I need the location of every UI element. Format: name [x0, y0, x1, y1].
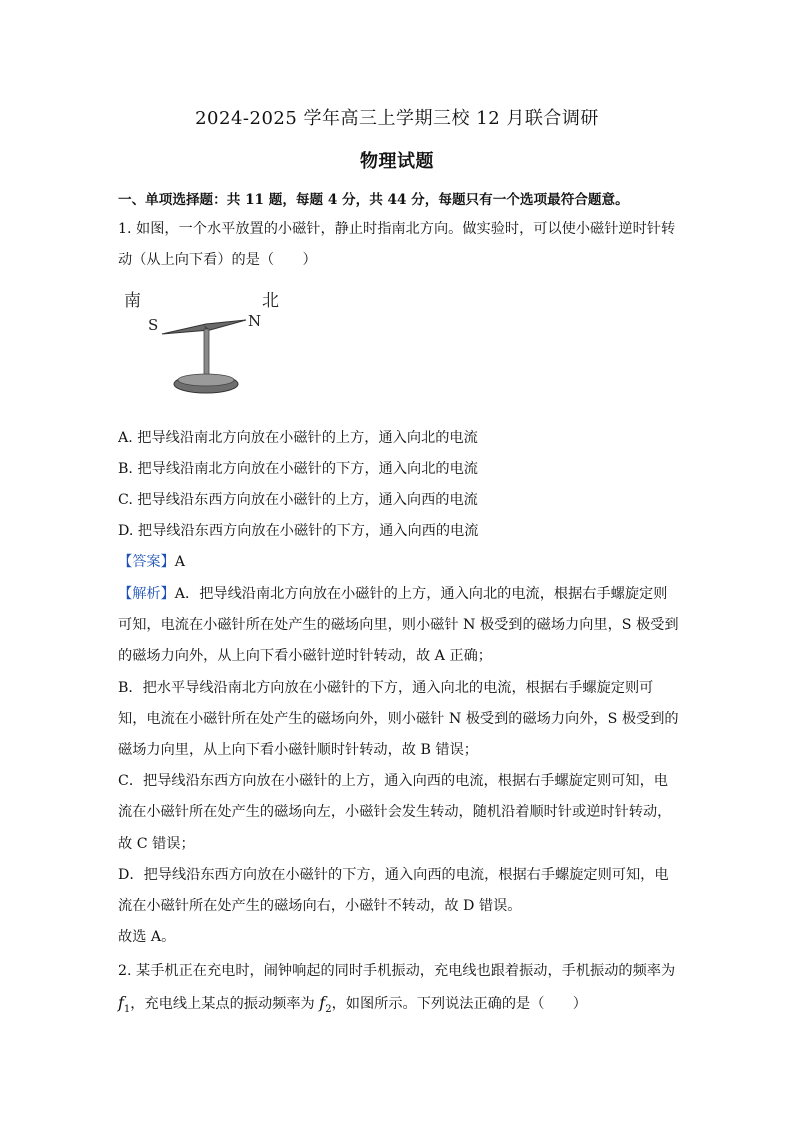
q1-analysis-line: 故选 A。: [118, 929, 176, 945]
q1-option-b: B. 把导线沿南北方向放在小磁针的下方，通入向北的电流: [118, 461, 478, 477]
q1-option-c: C. 把导线沿东西方向放在小磁针的上方，通入向西的电流: [118, 492, 478, 508]
figure-label-north: 北: [262, 291, 279, 311]
section-heading: 一、单项选择题：共 11 题，每题 4 分，共 44 分，每题只有一个选项最符合题意。: [118, 192, 629, 208]
q1-analysis-line: D．把导线沿东西方向放在小磁针的下方，通入向西的电流，根据右手螺旋定则可知，电: [118, 867, 669, 883]
figure-pole-s: S: [148, 316, 159, 334]
q1-stem-line1: 1. 如图，一个水平放置的小磁针，静止时指南北方向。做实验时，可以使小磁针逆时针转: [118, 221, 676, 237]
analysis-text: A．把导线沿南北方向放在小磁针的上方，通入向北的电流，根据右手螺旋定则: [174, 586, 668, 602]
answer-tag: 【答案】: [118, 554, 175, 570]
q1-analysis-line: 流在小磁针所在处产生的磁场向右，小磁针不转动，故 D 错误。: [118, 898, 522, 914]
stand-rod-icon: [204, 329, 209, 377]
q1-analysis-line: B．把水平导线沿南北方向放在小磁针的下方，通入向北的电流，根据右手螺旋定则可: [118, 680, 654, 696]
q2-stem-mid: ，充电线上某点的振动频率为: [130, 996, 315, 1012]
f1-subscript: 1: [123, 1003, 131, 1015]
q2-stem-end: ，如图所示。下列说法正确的是（ ）: [331, 996, 587, 1012]
q1-analysis-line: 磁场力向里，从上向下看小磁针顺时针转动，故 B 错误；: [118, 742, 478, 758]
q1-analysis-line: [118, 583, 667, 603]
q1-analysis-line: 可知，电流在小磁针所在处产生的磁场向里，则小磁针 N 极受到的磁场力向里，S 极受到: [118, 617, 679, 633]
q2-stem-line2: [118, 993, 587, 1015]
figure-pole-n: N: [248, 312, 262, 330]
f2-subscript: 2: [325, 1003, 332, 1015]
q1-analysis-line: 故 C 错误；: [118, 836, 195, 852]
q1-analysis-line: 知，电流在小磁针所在处产生的磁场向外，则小磁针 N 极受到的磁场力向外，S 极受到的: [118, 711, 679, 727]
stand-base-top-icon: [178, 374, 234, 386]
f2-symbol: f: [319, 993, 326, 1012]
q1-analysis-line: 的磁场力向外，从上向下看小磁针逆时针转动，故 A 正确；: [118, 648, 492, 664]
q1-option-d: D. 把导线沿东西方向放在小磁针的下方，通入向西的电流: [118, 523, 479, 539]
page-subtitle: 物理试题: [360, 151, 434, 172]
compass-figure: [118, 286, 288, 402]
figure-label-south: 南: [124, 291, 141, 311]
f1-symbol: f: [118, 993, 124, 1012]
q1-stem-line2: 动（从上向下看）的是（ ）: [118, 252, 317, 268]
analysis-tag: 【解析】: [118, 586, 175, 602]
q1-analysis-line: C．把导线沿东西方向放在小磁针的上方，通入向西的电流，根据右手螺旋定则可知，电: [118, 773, 668, 789]
q1-option-a: A. 把导线沿南北方向放在小磁针的上方，通入向北的电流: [118, 430, 478, 446]
q2-stem-line1: 2. 某手机正在充电时，闹钟响起的同时手机振动，充电线也跟着振动，手机振动的频率为: [118, 963, 676, 979]
answer-value: A: [174, 554, 186, 570]
q1-analysis-line: 流在小磁针所在处产生的磁场向左，小磁针会发生转动，随机沿着顺时针或逆时针转动，: [118, 804, 672, 820]
q1-answer: [118, 551, 185, 571]
page-title: 2024-2025 学年高三上学期三校 12 月联合调研: [195, 108, 599, 129]
